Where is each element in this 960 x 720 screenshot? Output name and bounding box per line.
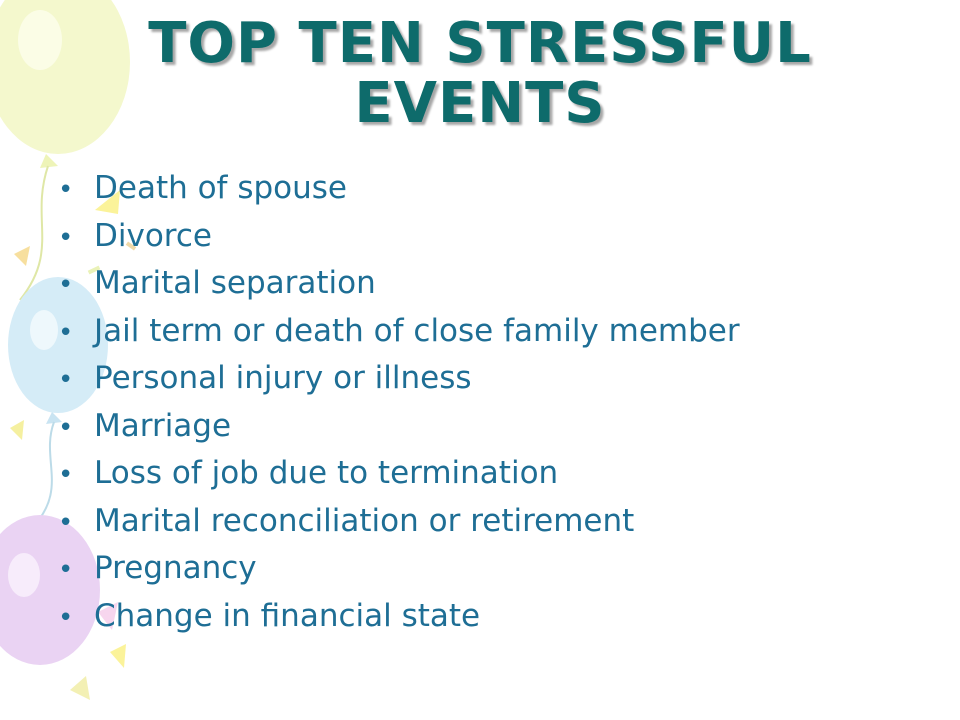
list-item-label: Marriage bbox=[94, 407, 232, 444]
bullet-icon: • bbox=[58, 365, 74, 395]
list-item bbox=[58, 356, 740, 404]
bullet-icon: • bbox=[58, 507, 74, 538]
bullet-icon: • bbox=[58, 602, 74, 633]
list-item-label: Pregnancy bbox=[94, 550, 257, 586]
stressful-events-list bbox=[58, 166, 740, 641]
bullet-icon: • bbox=[58, 412, 74, 443]
bullet-icon: • bbox=[58, 270, 74, 300]
list-item bbox=[58, 214, 740, 262]
list-item bbox=[58, 451, 740, 499]
list-item-label: Marital reconciliation or retirement bbox=[94, 502, 635, 539]
bullet-icon: • bbox=[58, 460, 74, 490]
list-item bbox=[58, 261, 740, 309]
list-item bbox=[58, 546, 740, 594]
bullet-icon: • bbox=[58, 222, 74, 253]
list-item-label: Marital separation bbox=[94, 265, 376, 301]
list-item bbox=[58, 309, 740, 357]
slide-title-line-1: TOP TEN STRESSFUL bbox=[148, 11, 812, 76]
list-item-label: Jail term or death of close family member bbox=[94, 312, 740, 349]
list-item bbox=[58, 594, 740, 642]
list-item bbox=[58, 166, 740, 214]
slide-title-line-2: EVENTS bbox=[354, 71, 606, 136]
list-item-label: Personal injury or illness bbox=[94, 360, 472, 396]
list-item-label: Death of spouse bbox=[94, 170, 347, 206]
list-item bbox=[58, 404, 740, 452]
bullet-icon: • bbox=[58, 555, 74, 585]
list-item-label: Loss of job due to termination bbox=[94, 455, 559, 491]
list-item-label: Divorce bbox=[94, 217, 212, 254]
list-item bbox=[58, 499, 740, 547]
bullet-icon: • bbox=[58, 317, 74, 348]
bullet-icon: • bbox=[58, 175, 74, 205]
slide-title bbox=[0, 11, 960, 136]
list-item-label: Change in financial state bbox=[94, 597, 481, 634]
